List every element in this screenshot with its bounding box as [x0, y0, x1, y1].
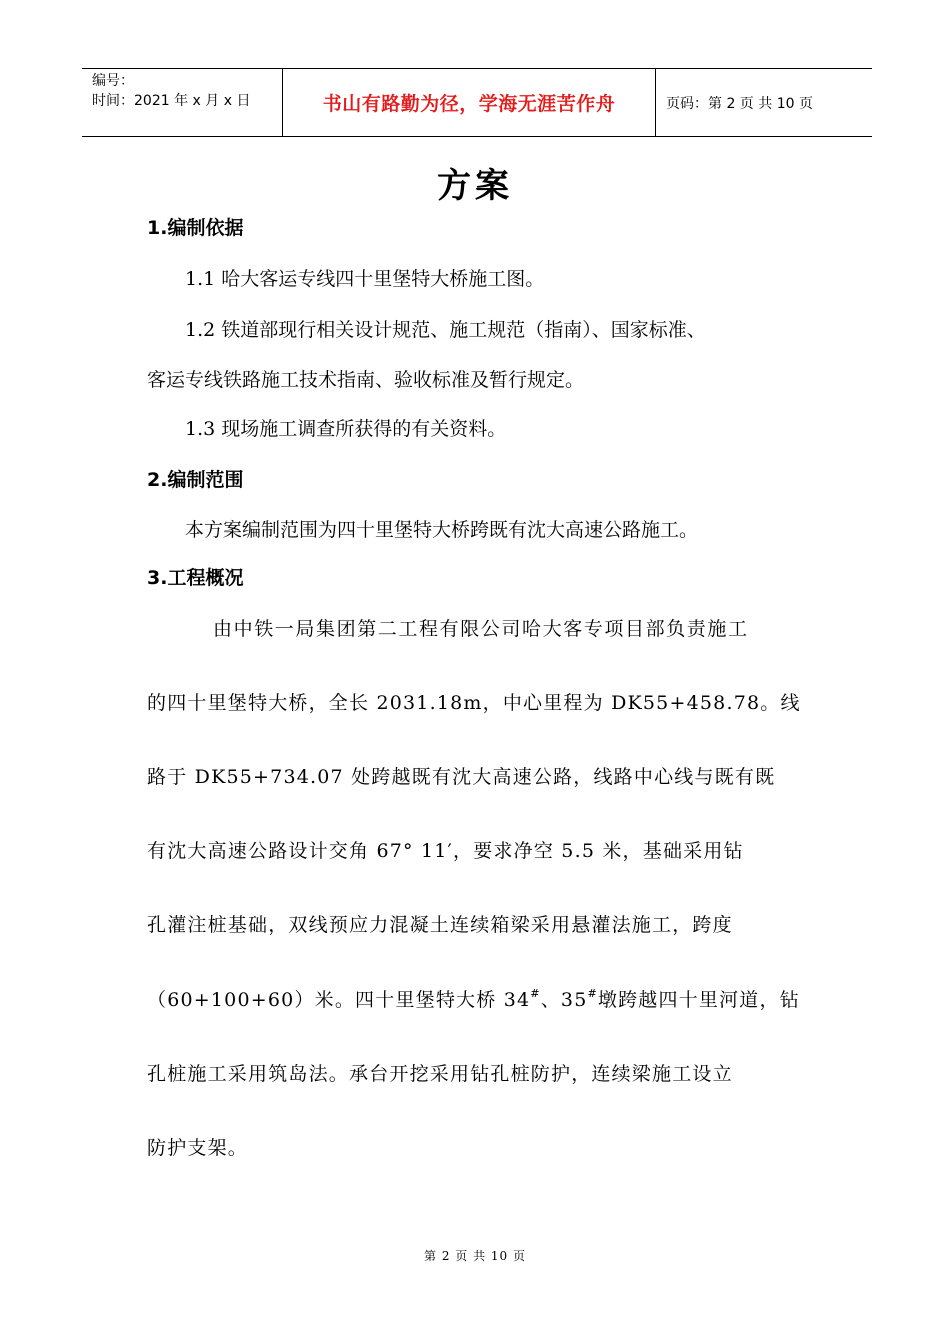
section-3-line: 孔桩施工采用筑岛法。承台开挖采用钻孔桩防护，连续梁施工设立 [147, 1063, 733, 1085]
doc-time-label: 时间：2021 年 x 月 x 日 [92, 93, 251, 109]
section-3-line: 防护支架。 [147, 1137, 249, 1159]
section-2-heading: 2.编制范围 [147, 469, 244, 491]
header-page-label: 页码：第 2 页 共 10 页 [666, 95, 813, 112]
line-text: 、35 [540, 989, 588, 1011]
section-3-heading: 3.工程概况 [147, 567, 244, 589]
section-1-item-2-cont: 客运专线铁路施工技术指南、验收标准及暂行规定。 [147, 369, 585, 391]
section-3-line [147, 985, 807, 1012]
section-3-line: 路于 DK55+734.07 处跨越既有沈大高速公路，线路中心线与既有既 [147, 766, 776, 788]
pier-mark: # [587, 987, 598, 1000]
section-2-text: 本方案编制范围为四十里堡特大桥跨既有沈大高速公路施工。 [185, 519, 699, 541]
section-1-item-3: 1.3 现场施工调查所获得的有关资料。 [185, 418, 507, 440]
doc-code-label: 编号： [92, 73, 134, 89]
pier-mark: # [530, 987, 541, 1000]
section-3-line: 有沈大高速公路设计交角 67° 11′，要求净空 5.5 米，基础采用钻 [147, 840, 744, 862]
section-3-line: 由中铁一局集团第二工程有限公司哈大客专项目部负责施工 [213, 618, 749, 640]
section-1-item-2: 1.2 铁道部现行相关设计规范、施工规范（指南）、国家标准、 [185, 319, 706, 341]
line-text: 墩跨越四十里河道，钻 [597, 989, 800, 1011]
header-motto: 书山有路勤为径，学海无涯苦作舟 [283, 69, 656, 136]
section-1-item-1: 1.1 哈大客运专线四十里堡特大桥施工图。 [185, 268, 545, 290]
line-text: （60+100+60）米。四十里堡特大桥 34 [147, 989, 531, 1011]
section-3-line: 的四十里堡特大桥，全长 2031.18m，中心里程为 DK55+458.78。线 [147, 692, 801, 714]
page-footer: 第 2 页 共 10 页 [424, 1249, 526, 1263]
document-title: 方案 [437, 166, 513, 206]
section-1-heading: 1.编制依据 [147, 217, 244, 239]
header-meta [82, 69, 283, 136]
page-header [82, 68, 872, 137]
section-3-line: 孔灌注桩基础，双线预应力混凝土连续箱梁采用悬灌法施工，跨度 [147, 914, 733, 936]
